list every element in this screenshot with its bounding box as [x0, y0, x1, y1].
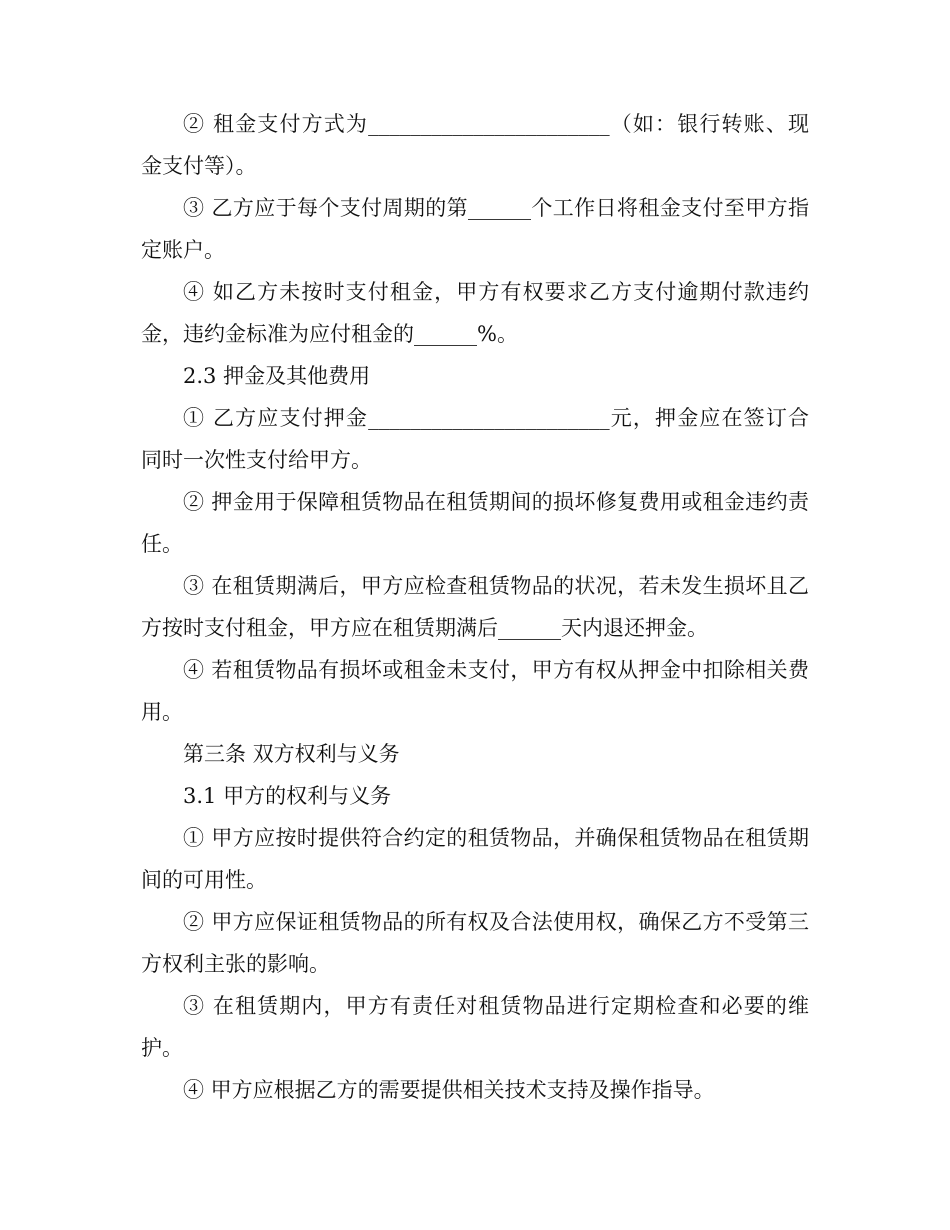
- clause-2-3-deposit-deduction: ④ 若租赁物品有损坏或租金未支付，甲方有权从押金中扣除相关费用。: [141, 658, 809, 724]
- clause-2-2-late-penalty: ④ 如乙方未按时支付租金，甲方有权要求乙方支付逾期付款违约金，违约金标准为应付租金的______%。: [141, 280, 809, 346]
- clause-3-1-maintenance: ③ 在租赁期内，甲方有责任对租赁物品进行定期检查和必要的维护。: [141, 994, 809, 1060]
- clause-2-2-payment-method: ② 租金支付方式为_______________________（如：银行转账、现金支付等）。: [141, 112, 809, 178]
- clause-3-1-provide-items: ① 甲方应按时提供符合约定的租赁物品，并确保租赁物品在租赁期间的可用性。: [141, 826, 809, 892]
- document-body: [141, 103, 809, 1111]
- article-heading-3: 第三条 双方权利与义务: [183, 742, 400, 766]
- clause-2-2-payment-deadline: ③ 乙方应于每个支付周期的第______个工作日将租金支付至甲方指定账户。: [141, 196, 809, 262]
- clause-3-1-ownership: ② 甲方应保证租赁物品的所有权及合法使用权，确保乙方不受第三方权利主张的影响。: [141, 910, 809, 976]
- clause-2-3-deposit-refund: ③ 在租赁期满后，甲方应检查租赁物品的状况，若未发生损坏且乙方按时支付租金，甲方应在租赁期满后______天内退还押金。: [141, 574, 809, 640]
- clause-2-3-deposit-purpose: ② 押金用于保障租赁物品在租赁期间的损坏修复费用或租金违约责任。: [141, 490, 809, 556]
- clause-2-3-deposit-amount: ① 乙方应支付押金_______________________元，押金应在签订合同时一次性支付给甲方。: [141, 406, 809, 472]
- section-heading-3-1: 3.1 甲方的权利与义务: [183, 784, 392, 808]
- section-heading-2-3: 2.3 押金及其他费用: [183, 364, 371, 388]
- clause-3-1-support: ④ 甲方应根据乙方的需要提供相关技术支持及操作指导。: [183, 1078, 715, 1102]
